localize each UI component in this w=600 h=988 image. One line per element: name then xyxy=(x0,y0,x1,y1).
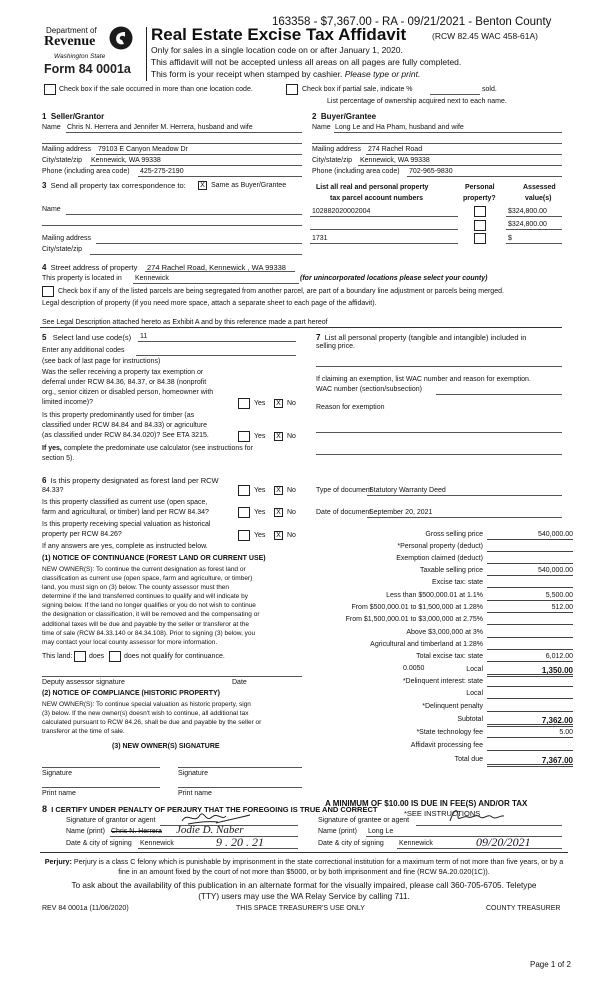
header-line-3: This form is your receipt when stamped by cashier. Please type or print. xyxy=(151,69,421,79)
multi-location-checkbox[interactable] xyxy=(44,84,56,95)
treasurer-use-note: THIS SPACE TREASURER'S USE ONLY xyxy=(236,905,365,912)
assessed-col-header-1: Assessed xyxy=(523,184,556,191)
segregated-checkbox[interactable] xyxy=(42,286,54,297)
grantor-date-line xyxy=(138,848,298,849)
seller-name-line-2 xyxy=(42,143,302,144)
tax-row-label: Local xyxy=(466,690,483,697)
sec4-loc-note: (for unincorporated locations please select your county) xyxy=(300,275,488,282)
sec5-q1-line4: limited income)? xyxy=(42,399,93,406)
grantee-name-line xyxy=(366,836,562,837)
sec5-land-use-line xyxy=(138,341,296,342)
tax-row-value[interactable]: 512.00 xyxy=(551,604,573,611)
sec5-land-use-field[interactable]: 11 xyxy=(140,333,148,340)
grantor-city-field[interactable]: Kennewick xyxy=(140,840,174,847)
buyer-mail-line xyxy=(366,154,562,155)
sec7-text-2: selling price. xyxy=(316,343,355,350)
tax-row-label: *Delinquent penalty xyxy=(422,703,483,710)
form-number: Form 84 0001a xyxy=(44,62,131,76)
perjury-notice: Perjury: Perjury is a class C felony which is punishable by imprisonment in the state correctional institution for a maximum term of not more than five years, or by a fine in an amount fixed by the court of not more than $5000, or by both imprisonment and fine (RCW 9A.20.020(1C)). xyxy=(44,857,564,876)
parcel-acct-2[interactable] xyxy=(310,229,458,230)
seller-phone-label: Phone (including area code) xyxy=(42,168,130,175)
sec6-q2-no-label: No xyxy=(287,509,296,516)
sec6-q2-no-checkbox[interactable]: X xyxy=(274,508,283,517)
print-name-label-2: Print name xyxy=(178,790,212,797)
sec6-q3-no-checkbox[interactable]: X xyxy=(274,531,283,540)
buyer-name-line-2 xyxy=(312,143,562,144)
parcel-col-header-2: tax parcel account numbers xyxy=(330,195,423,202)
tax-row-value[interactable]: 540,000.00 xyxy=(537,531,573,538)
sec4-street-line xyxy=(145,271,295,272)
segregated-label: Check box if any of the listed parcels are being segregated from another parcel, are part of a boundary line adjustment or parcels being merged. xyxy=(58,288,504,295)
sec6-q1-line2: 84.33? xyxy=(42,487,64,494)
parcel-acct-1[interactable]: 102882020002004 xyxy=(312,208,371,215)
header-line-2: This affidavit will not be accepted unless all areas on all pages are fully completed. xyxy=(151,57,462,67)
tax-row-label: From $500,000.01 to $1,500,000 at 1.28% xyxy=(351,604,483,611)
deputy-signature-field[interactable] xyxy=(42,676,302,677)
rcw-reference: (RCW 82.45 WAC 458-61A) xyxy=(432,31,538,41)
grantor-date-handwritten[interactable]: 9 . 20 . 21 xyxy=(216,835,264,849)
legal-desc-field[interactable]: See Legal Description attached hereto as Exhibit A and by this reference made a part hereof xyxy=(42,319,328,326)
buyer-name-line xyxy=(334,132,562,133)
seller-phone-line xyxy=(138,176,302,177)
sec4-street-label: 4 Street address of property xyxy=(42,263,138,272)
personal-col-header-1: Personal xyxy=(465,184,495,191)
dor-logo-icon xyxy=(108,25,134,51)
seller-name-field[interactable]: Chris N. Herrera and Jennifer M. Herrera, husband and wife xyxy=(67,124,253,131)
seller-city-label: City/state/zip xyxy=(42,157,83,164)
sec6-any-yes: If any answers are yes, complete as instructed below. xyxy=(42,543,208,550)
sec4-street-field[interactable]: 274 Rachel Road, Kennewick , WA 99338 xyxy=(147,263,286,272)
sec3-name-label: Name xyxy=(42,206,61,213)
tax-row-line xyxy=(487,539,573,540)
personal-property-checkbox-3[interactable] xyxy=(474,233,486,244)
seller-city-field[interactable]: Kennewick, WA 99338 xyxy=(91,157,161,164)
sec5-q1-line2: deferral under RCW 84.36, 84.37, or 84.38 (nonprofit xyxy=(42,379,207,386)
assessed-line-2 xyxy=(506,229,562,230)
sec5-q2-yes-checkbox[interactable] xyxy=(238,431,250,442)
buyer-mail-field[interactable]: 274 Rachel Road xyxy=(368,146,423,153)
tax-row-line xyxy=(487,661,573,662)
grantee-city-field[interactable]: Kennewick xyxy=(399,840,433,847)
sold-label: sold. xyxy=(482,86,497,93)
buyer-name-field[interactable]: Long Le and Ha Pham, husband and wife xyxy=(335,124,464,131)
sec5-if-yes: If yes, complete the predominate use calculator (see instructions for xyxy=(42,445,253,452)
accessibility-notice: To ask about the availability of this publication in an alternate format for the visually impaired, please call 360-705-6705. Teletype (TTY) users may use the WA Relay Service by calling 711. xyxy=(71,881,537,901)
notice-continuance-title: (1) NOTICE OF CONTINUANCE (FOREST LAND OR CURRENT USE) xyxy=(42,555,266,562)
grantor-agent-name-handwritten[interactable]: Jodie D. Naber xyxy=(176,824,244,836)
tax-row-label: Agricultural and timberland at 1.28% xyxy=(370,641,483,648)
form-title: Real Estate Excise Tax Affidavit xyxy=(151,25,407,44)
assessed-value-1[interactable]: $324,800.00 xyxy=(508,208,547,215)
grantee-date-city-label: Date & city of signing xyxy=(318,840,384,847)
sec7-reason-field[interactable] xyxy=(316,432,562,433)
new-owner-signature-1[interactable] xyxy=(42,767,160,768)
tax-row-line xyxy=(487,612,573,613)
tax-row-line xyxy=(487,764,573,765)
tax-row-double-line xyxy=(487,726,573,727)
header-line-1: Only for sales in a single location code on or after January 1, 2020. xyxy=(151,45,403,55)
sec6-q2-line2: farm and agricultural, or timber) land per RCW 84.34? xyxy=(42,509,209,516)
sec7-reason-label: Reason for exemption xyxy=(316,404,385,411)
tax-row-label: Total due xyxy=(454,756,483,763)
buyer-city-label: City/state/zip xyxy=(312,157,353,164)
does-not-label: does not qualify for continuance. xyxy=(124,653,225,660)
page-number: Page 1 of 2 xyxy=(530,960,571,969)
tax-row-line xyxy=(487,600,573,601)
parcel-line-3 xyxy=(310,243,458,244)
sec6-q3-yes-label: Yes xyxy=(254,532,266,539)
personal-property-checkbox-2[interactable] xyxy=(474,220,486,231)
seller-mail-line xyxy=(96,154,302,155)
tax-row-label: Exemption claimed (deduct) xyxy=(396,555,483,562)
sec5-q1-no-checkbox[interactable]: X xyxy=(274,399,283,408)
seller-mail-field[interactable]: 79103 E Canyon Meadow Dr xyxy=(98,146,188,153)
tax-row-label: Subtotal xyxy=(457,716,483,723)
sec6-q1-yes-label: Yes xyxy=(254,487,266,494)
partial-sale-label: Check box if partial sale, indicate % xyxy=(302,86,413,93)
does-not-checkbox[interactable] xyxy=(109,651,121,662)
signature-label-2: Signature xyxy=(178,770,208,777)
new-owner-signature-2[interactable] xyxy=(178,767,302,768)
print-name-label-1: Print name xyxy=(42,790,76,797)
sec4-loc-field[interactable]: Kennewick xyxy=(135,275,169,282)
legal-desc-line xyxy=(40,327,562,328)
tax-row-value[interactable]: 1,350.00 xyxy=(541,666,573,675)
grantee-name-label: Name (print) xyxy=(318,828,357,835)
revision-number: REV 84 0001a (11/06/2020) xyxy=(42,905,129,912)
sec6-q3-line2: property per RCW 84.26? xyxy=(42,531,122,538)
sec7-reason-line-2 xyxy=(316,454,562,455)
doc-date-field[interactable]: September 20, 2021 xyxy=(369,509,433,516)
buyer-phone-field[interactable]: 702-965-9830 xyxy=(409,168,453,175)
local-tax-rate[interactable]: 0.0050 xyxy=(403,665,425,672)
certify-statement: 8 I CERTIFY UNDER PENALTY OF PERJURY THAT THE FOREGOING IS TRUE AND CORRECT xyxy=(42,804,378,814)
seller-name-label: Name xyxy=(42,124,61,131)
doc-date-label: Date of document xyxy=(316,509,372,516)
sec5-if-yes-2: section 5). xyxy=(42,455,75,462)
sec7-text-1: 7 List all personal property (tangible and intangible) included in xyxy=(316,333,527,342)
sec5-land-use-label: 5 Select land use code(s) xyxy=(42,333,132,342)
new-owner-signature-title: (3) NEW OWNER(S) SIGNATURE xyxy=(112,743,220,750)
seller-city-line xyxy=(90,165,302,166)
ownership-note: List percentage of ownership acquired next to each name. xyxy=(327,98,507,105)
assessed-value-3[interactable]: $ xyxy=(508,235,512,242)
doc-type-line xyxy=(367,495,562,496)
see-instructions-note: *SEE INSTRUCTIONS xyxy=(404,809,481,818)
notice-continuance-body: NEW OWNER(S): To continue the current designation as forest land or classification as current use (open space, farm and agriculture, or timber) land, you must sign on (3) below. The county assessor must then determine if the land transferred continues to qualify and will indicate by signing below. If the land no longer qualifies or you do not wish to continue the designation or classification, it will be removed and the compensating or additional taxes will be due and payable by the seller or transferor at the time of sale (RCW 84.33.140 or 84.34.108). Prior to signing (3) below, you may contact your local county assessor for more information. xyxy=(42,566,260,646)
buyer-name-label: Name xyxy=(312,124,331,131)
sec4-loc-line xyxy=(133,283,299,284)
sec6-q1-no-checkbox[interactable]: X xyxy=(274,486,283,495)
does-label: does xyxy=(89,653,105,660)
sec5-additional-field[interactable] xyxy=(136,355,296,356)
sec5-q1-line3: org., senior citizen or disabled person, homeowner with xyxy=(42,389,214,396)
deputy-signature-label: Deputy assessor signature xyxy=(42,679,125,686)
grantee-signature-label: Signature of grantee or agent xyxy=(318,817,410,824)
notice-compliance-title: (2) NOTICE OF COMPLIANCE (HISTORIC PROPERTY) xyxy=(42,690,220,697)
sec5-q2-line1: Is this property predominantly used for timber (as xyxy=(42,412,195,419)
sec3-mail-field[interactable] xyxy=(96,243,302,244)
tax-row-label: Above $3,000,000 at 3% xyxy=(406,629,483,636)
footer-divider xyxy=(40,852,568,853)
sec6-q2-line1: Is this property classified as current use (open space, xyxy=(42,499,208,506)
sec3-city-field[interactable] xyxy=(90,254,302,255)
doc-date-line xyxy=(367,517,562,518)
tax-row-line xyxy=(487,587,573,588)
tax-row-line xyxy=(487,737,573,738)
seller-heading: 1 Seller/Grantor xyxy=(42,112,105,121)
signature-label-1: Signature xyxy=(42,770,72,777)
does-checkbox[interactable] xyxy=(74,651,86,662)
tax-row-line xyxy=(487,711,573,712)
parcel-line-1 xyxy=(310,216,458,217)
tax-row-label: From $1,500,000.01 to $3,000,000 at 2.75% xyxy=(345,616,483,623)
sec5-q1-yes-checkbox[interactable] xyxy=(238,398,250,409)
sec6-q2-yes-checkbox[interactable] xyxy=(238,507,250,518)
tax-row-label: Gross selling price xyxy=(425,531,483,538)
tax-row-value[interactable]: 7,362.00 xyxy=(541,716,573,725)
tax-row-value[interactable]: 6,012.00 xyxy=(545,653,573,660)
tax-row-line xyxy=(487,624,573,625)
tax-row-line xyxy=(487,724,573,725)
sec5-q1-line1: Was the seller receiving a property tax exemption or xyxy=(42,369,204,376)
sec6-q1-no-label: No xyxy=(287,487,296,494)
parcel-col-header-1: List all real and personal property xyxy=(316,184,429,191)
sec7-exempt-2: WAC number (section/subsection) xyxy=(316,386,422,393)
tax-row-line xyxy=(487,551,573,552)
tax-row-label: *State technology fee xyxy=(416,729,483,736)
sec5-q1-yes-label: Yes xyxy=(254,400,266,407)
sec7-personal-property-field[interactable] xyxy=(316,366,562,367)
grantee-signature-field[interactable] xyxy=(446,805,506,825)
tax-row-double-line xyxy=(487,676,573,677)
sec5-q2-line3: (as classified under RCW 84.34.020)? See ETA 3215. xyxy=(42,432,209,439)
same-as-buyer-label: Same as Buyer/Grantee xyxy=(211,182,287,189)
sec3-name-field[interactable] xyxy=(66,214,302,215)
personal-col-header-2: property? xyxy=(463,195,496,202)
seller-name-line xyxy=(66,132,302,133)
sec6-q3-no-label: No xyxy=(287,532,296,539)
tax-row-line xyxy=(487,674,573,675)
tax-row-value[interactable]: 7,367.00 xyxy=(541,756,573,765)
personal-property-checkbox-1[interactable] xyxy=(474,206,486,217)
sec3-text: 3 Send all property tax correspondence to: xyxy=(42,181,186,190)
seller-phone-field[interactable]: 425-275-2190 xyxy=(140,168,184,175)
seller-mail-label: Mailing address xyxy=(42,146,92,153)
tax-row-line xyxy=(487,750,573,751)
tax-row-line xyxy=(487,563,573,564)
legal-desc-label: Legal description of property (if you need more space, attach a separate sheet to each page of the affidavit). xyxy=(42,300,377,307)
grantee-date-handwritten[interactable]: 09/20/2021 xyxy=(476,835,531,849)
buyer-phone-label: Phone (including area code) xyxy=(312,168,400,175)
dept-label: Department of xyxy=(46,26,97,35)
this-land-label: This land: xyxy=(42,653,73,660)
partial-sale-checkbox[interactable] xyxy=(286,84,298,95)
buyer-mail-label: Mailing address xyxy=(312,146,362,153)
buyer-city-field[interactable]: Kennewick, WA 99338 xyxy=(360,157,430,164)
sec5-q2-no-label: No xyxy=(287,433,296,440)
grantor-name-field[interactable]: Chris N. Herrera xyxy=(111,828,162,835)
tax-row-value[interactable]: 5,500.00 xyxy=(545,592,573,599)
grantor-name-line xyxy=(110,836,298,837)
buyer-city-line xyxy=(358,165,562,166)
tax-row-line xyxy=(487,649,573,650)
sec3-mail-label: Mailing address xyxy=(42,235,92,242)
revenue-logo-text: Revenue xyxy=(44,34,96,49)
tax-row-label: Less than $500,000.01 at 1.1% xyxy=(386,592,483,599)
deputy-date-label: Date xyxy=(232,679,247,686)
sec5-additional-label: Enter any additional codes xyxy=(42,347,125,354)
state-label: Washington State xyxy=(54,53,106,60)
buyer-heading: 2 Buyer/Grantee xyxy=(312,112,377,121)
assessed-line-3 xyxy=(506,243,562,244)
tax-row-double-line xyxy=(487,766,573,767)
tax-row-value[interactable]: 540,000.00 xyxy=(537,567,573,574)
sec5-q2-line2: classified under RCW 84.84 and 84.33) or agriculture xyxy=(42,422,207,429)
county-treasurer-label: COUNTY TREASURER xyxy=(486,905,561,912)
sec7-wac-field[interactable] xyxy=(436,394,562,395)
tax-row-line xyxy=(487,686,573,687)
grantee-signature-line xyxy=(416,825,562,826)
sec6-q3-line1: Is this property receiving special valuation as historical xyxy=(42,521,211,528)
sec3-name-line-2 xyxy=(42,225,302,226)
assessed-value-2[interactable]: $324,800.00 xyxy=(508,221,547,228)
parcel-acct-3[interactable]: 1731 xyxy=(312,235,328,242)
tax-row-label: Local xyxy=(466,666,483,673)
tax-row-label: Total excise tax: state xyxy=(416,653,483,660)
sec5-q1-no-label: No xyxy=(287,400,296,407)
minimum-fee-note: A MINIMUM OF $10.00 IS DUE IN FEE(S) AND/OR TAX xyxy=(325,799,528,808)
sec5-q2-yes-label: Yes xyxy=(254,433,266,440)
tax-row-label: Taxable selling price xyxy=(419,567,483,574)
grantee-date-line xyxy=(397,848,562,849)
sec5-q2-no-checkbox[interactable]: X xyxy=(274,432,283,441)
buyer-phone-line xyxy=(407,176,562,177)
tax-row-label: *Personal property (deduct) xyxy=(397,543,483,550)
sec7-exempt-1: If claiming an exemption, list WAC number and reason for exemption. xyxy=(316,376,531,383)
grantor-signature-label: Signature of grantor or agent xyxy=(66,817,156,824)
notice-compliance-body: NEW OWNER(S): To continue special valuation as historic property, sign (3) below. If the new owner(s) doesn't wish to continue, all additional tax calculated pursuant to RCW 84.26, shall be due and payable by the seller or transferor at the time of sale. xyxy=(42,701,262,736)
recording-stamp: 163358 - $7,367.00 - RA - 09/21/2021 - Benton County xyxy=(272,16,552,28)
doc-type-field[interactable]: Statutory Warranty Deed xyxy=(369,487,446,494)
tax-row-line xyxy=(487,575,573,576)
tax-row-value[interactable]: 5.00 xyxy=(559,729,573,736)
sec3-city-label: City/state/zip xyxy=(42,246,83,253)
tax-row-label: Affidavit processing fee xyxy=(410,742,483,749)
tax-row-label: Excise tax: state xyxy=(432,579,483,586)
sec4-loc-label: This property is located in xyxy=(42,275,122,282)
assessed-col-header-2: value(s) xyxy=(525,195,552,202)
tax-row-label: *Delinquent interest: state xyxy=(402,678,483,685)
sec6-q3-yes-checkbox[interactable] xyxy=(238,530,250,541)
sec6-q1-yes-checkbox[interactable] xyxy=(238,485,250,496)
sec6-q1-line1: 6 Is this property designated as forest land per RCW xyxy=(42,476,219,485)
sec6-q2-yes-label: Yes xyxy=(254,509,266,516)
header-divider xyxy=(146,27,147,81)
same-as-buyer-checkbox[interactable]: X xyxy=(198,181,207,190)
multi-location-label: Check box if the sale occurred in more than one location code. xyxy=(59,86,253,93)
tax-row-line xyxy=(487,698,573,699)
partial-pct-field[interactable] xyxy=(430,94,480,95)
grantor-date-city-label: Date & city of signing xyxy=(66,840,132,847)
sec5-see-back: (see back of last page for instructions) xyxy=(42,358,161,365)
grantee-name-field[interactable]: Long Le xyxy=(368,828,394,835)
new-owner-print-2[interactable] xyxy=(178,787,302,788)
assessed-line-1 xyxy=(506,216,562,217)
tax-row-line xyxy=(487,637,573,638)
new-owner-print-1[interactable] xyxy=(42,787,160,788)
doc-type-label: Type of document xyxy=(316,487,372,494)
grantor-name-label: Name (print) xyxy=(66,828,105,835)
